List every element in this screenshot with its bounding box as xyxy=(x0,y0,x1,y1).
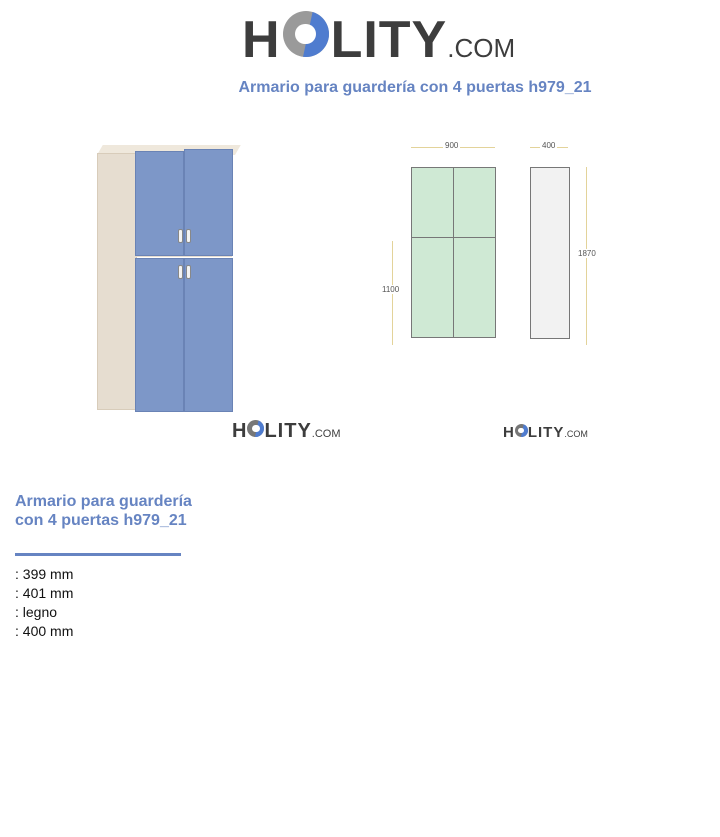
door xyxy=(184,258,233,412)
handle xyxy=(178,229,183,243)
door xyxy=(135,151,184,256)
logo-h: H xyxy=(242,11,281,69)
heading-underline xyxy=(15,553,181,556)
handle xyxy=(186,229,191,243)
photo-watermark-logo: H LITY .COM xyxy=(232,420,341,442)
logo-text: LITY xyxy=(330,11,448,69)
product-photo[interactable] xyxy=(97,145,235,415)
cabinet-side xyxy=(97,153,137,410)
door xyxy=(135,258,184,412)
door xyxy=(184,149,233,256)
spec-line: : 401 mm xyxy=(15,585,74,601)
depth-label: 400 xyxy=(542,141,556,150)
dimension-drawing[interactable] xyxy=(380,135,610,350)
width-label: 900 xyxy=(445,141,459,150)
site-logo[interactable] xyxy=(242,10,515,70)
product-heading: Armario para guardería con 4 puertas h979_21 xyxy=(15,493,192,529)
spec-line: : 399 mm xyxy=(15,566,74,582)
page-title: Armario para guardería con 4 puertas h979_21 xyxy=(238,79,592,96)
handle xyxy=(178,265,183,279)
handle xyxy=(186,265,191,279)
logo-com: .COM xyxy=(447,33,516,63)
drawing-watermark-logo: H LITY .COM xyxy=(503,424,588,441)
height-label: 1870 xyxy=(578,249,596,258)
spec-line: : legno xyxy=(15,604,58,620)
lower-height-label: 1100 xyxy=(382,285,400,294)
logo-circle-icon xyxy=(283,11,329,57)
spec-line: : 400 mm xyxy=(15,623,74,639)
